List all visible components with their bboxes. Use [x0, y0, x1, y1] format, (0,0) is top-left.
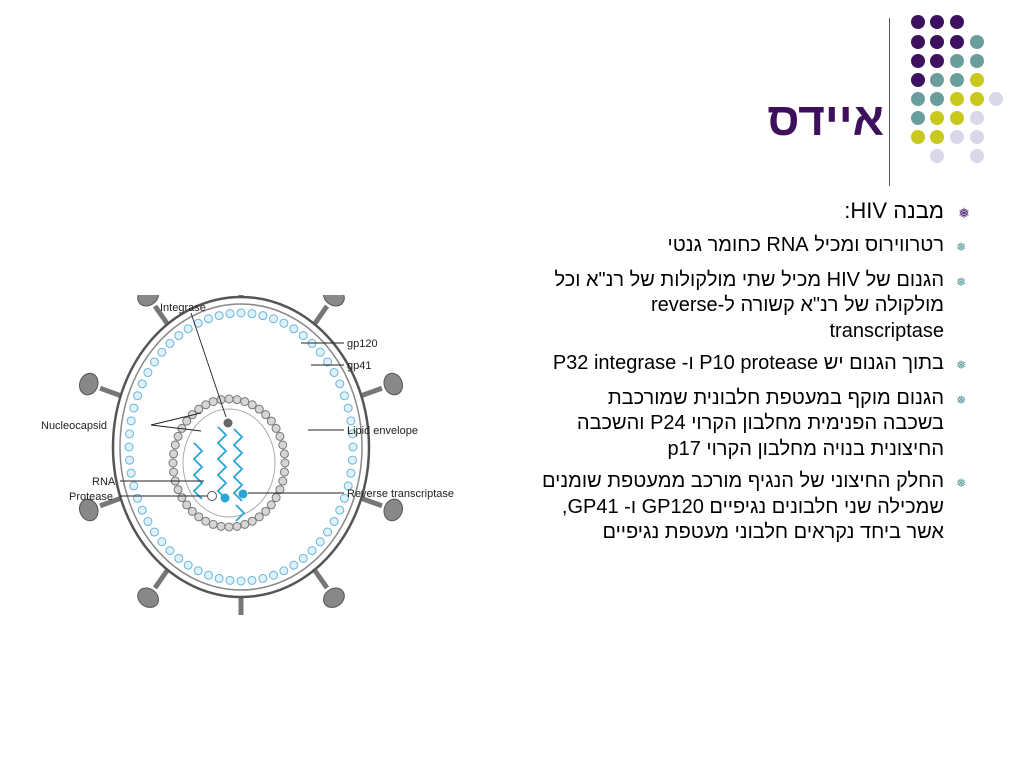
p17-bead: [237, 309, 245, 317]
p17-bead: [308, 547, 316, 555]
p17-bead: [134, 392, 142, 400]
p24-bead: [281, 459, 289, 467]
p17-bead: [204, 571, 212, 579]
decorative-dot: [930, 92, 944, 106]
p17-bead: [270, 315, 278, 323]
snowflake-icon: ❅: [955, 240, 967, 254]
p17-bead: [166, 339, 174, 347]
snowflake-icon: ❅: [955, 274, 967, 289]
gp41-stalk: [314, 570, 327, 588]
decorative-dot: [930, 54, 944, 68]
p17-bead: [138, 380, 146, 388]
gp120-knob: [381, 497, 405, 524]
p17-bead: [330, 517, 338, 525]
p24-bead: [174, 432, 182, 440]
p17-bead: [204, 315, 212, 323]
reverse-transcriptase-molecule-1: [221, 494, 230, 503]
decorative-dot: [970, 54, 984, 68]
p24-bead: [169, 459, 177, 467]
label-lipid-envelope: Lipid envelope: [347, 425, 418, 437]
p24-bead: [209, 398, 217, 406]
p24-bead: [171, 441, 179, 449]
decorative-dot: [950, 92, 964, 106]
decorative-dot: [930, 73, 944, 87]
label-rna: RNA: [92, 476, 116, 488]
heading-bullet: [542, 197, 972, 227]
p17-bead: [290, 325, 298, 333]
p24-bead: [279, 441, 287, 449]
p17-bead: [130, 404, 138, 412]
p24-bead: [262, 411, 270, 419]
gp41-stalk: [155, 570, 168, 588]
p24-bead: [272, 494, 280, 502]
snowflake-icon: ❅: [955, 392, 967, 407]
bullet-text: רטרווירוס ומכיל RNA כחומר גנטי: [667, 234, 944, 256]
p24-bead: [272, 424, 280, 432]
decorative-dot: [930, 15, 944, 29]
list-item: [542, 469, 972, 546]
p17-bead: [134, 494, 142, 502]
p17-bead: [226, 310, 234, 318]
gp120-knob: [77, 371, 101, 398]
p17-bead: [248, 576, 256, 584]
decorative-dot: [911, 111, 925, 125]
p24-bead: [217, 522, 225, 530]
p24-bead: [183, 417, 191, 425]
p24-bead: [233, 396, 241, 404]
bullet-text: הגנום מוקף במעטפת חלבונית שמורכבת בשכבה הפנימית מחלבון הקרוי P24 והשכבה החיצונית בנויה מחלבון הקרוי p17: [576, 386, 944, 460]
p17-bead: [144, 517, 152, 525]
p24-bead: [241, 398, 249, 406]
decorative-dot: [911, 35, 925, 49]
gp120-knob: [320, 584, 348, 611]
bullet-text: החלק החיצוני של הנגיף מורכב ממעטפת שומנים שמכילה שני חלבונים נגיפיים GP120 ו- GP41, אשר ביחד נקראים חלבוני מעטפת נגיפיים: [541, 470, 944, 543]
p17-bead: [330, 369, 338, 377]
sub-bullets: [542, 233, 972, 546]
label-integrase: Integrase: [160, 302, 206, 314]
heading-text: מבנה HIV:: [844, 198, 944, 223]
p17-bead: [280, 567, 288, 575]
label-reverse-transcriptase: Reverse transcriptase: [347, 488, 454, 500]
decorative-dot: [911, 130, 925, 144]
gp120-knob: [381, 371, 405, 398]
p17-bead: [138, 506, 146, 514]
gp41-stalk: [314, 306, 327, 324]
p17-bead: [226, 576, 234, 584]
p17-bead: [237, 577, 245, 585]
p24-bead: [279, 477, 287, 485]
p17-bead: [175, 332, 183, 340]
p17-bead: [259, 312, 267, 320]
decorative-dot: [930, 35, 944, 49]
p17-bead: [347, 469, 355, 477]
p17-bead: [144, 369, 152, 377]
p17-bead: [336, 380, 344, 388]
decorative-dot: [911, 15, 925, 29]
p24-bead: [225, 395, 233, 403]
p24-bead: [170, 450, 178, 458]
decorative-dot: [930, 149, 944, 163]
p17-bead: [126, 456, 134, 464]
hiv-structure-diagram: [36, 295, 476, 615]
p17-bead: [280, 319, 288, 327]
p17-bead: [166, 547, 174, 555]
p17-bead: [347, 417, 355, 425]
bullet-text: הגנום של HIV מכיל שתי מולקולות של רנ"א וכל מולקולה של רנ"א קשורה ל-reverse transcriptase: [554, 268, 944, 342]
decorative-dot: [970, 92, 984, 106]
protease-molecule: [208, 492, 217, 501]
p17-bead: [126, 430, 134, 438]
p17-bead: [194, 567, 202, 575]
decorative-dot: [950, 130, 964, 144]
list-item: [542, 386, 972, 463]
p17-bead: [150, 528, 158, 536]
p17-bead: [316, 538, 324, 546]
title-divider-line: [889, 18, 890, 186]
p17-bead: [215, 312, 223, 320]
decorative-dot: [950, 15, 964, 29]
bullet-text: בתוך הגנום יש P10 protease ו- P32 integrase: [552, 352, 944, 374]
label-protease: Protease: [69, 491, 114, 503]
p17-bead: [125, 443, 133, 451]
gp120-knob: [134, 584, 162, 611]
p17-bead: [158, 348, 166, 356]
decorative-dot: [970, 35, 984, 49]
p17-bead: [259, 574, 267, 582]
p17-bead: [150, 358, 158, 366]
decorative-dot: [911, 73, 925, 87]
label-gp120: gp120: [347, 338, 378, 350]
decorative-dot: [930, 130, 944, 144]
p17-bead: [344, 404, 352, 412]
p24-bead: [170, 468, 178, 476]
p24-bead: [280, 450, 288, 458]
p24-bead: [233, 522, 241, 530]
p24-bead: [276, 486, 284, 494]
p24-bead: [188, 507, 196, 515]
decorative-dot: [930, 111, 944, 125]
list-item: [542, 233, 972, 261]
p24-bead: [267, 501, 275, 509]
reverse-transcriptase-molecule-2: [239, 490, 248, 499]
p24-bead: [174, 486, 182, 494]
p24-bead: [267, 417, 275, 425]
gp41-stalk: [100, 388, 121, 396]
p17-bead: [348, 456, 356, 464]
p17-bead: [127, 417, 135, 425]
decorative-dot: [970, 111, 984, 125]
decorative-dot: [970, 130, 984, 144]
p17-bead: [184, 561, 192, 569]
p24-bead: [248, 517, 256, 525]
list-item: [542, 268, 972, 345]
p17-bead: [290, 561, 298, 569]
p17-bead: [299, 332, 307, 340]
gp41-stalk: [361, 388, 382, 396]
p24-bead: [178, 494, 186, 502]
p17-bead: [127, 469, 135, 477]
decorative-dot: [950, 73, 964, 87]
p24-bead: [202, 401, 210, 409]
decorative-dot: [989, 92, 1003, 106]
p24-bead: [225, 523, 233, 531]
label-gp41: gp41: [347, 360, 372, 372]
decorative-dot: [950, 54, 964, 68]
integrase-molecule: [224, 419, 233, 428]
p24-bead: [209, 520, 217, 528]
decorative-dot: [970, 73, 984, 87]
p17-bead: [215, 574, 223, 582]
decorative-dot: [950, 35, 964, 49]
decorative-dot: [970, 149, 984, 163]
p24-bead: [280, 468, 288, 476]
p17-bead: [158, 538, 166, 546]
decorative-dot: [911, 92, 925, 106]
list-item: [542, 351, 972, 379]
p24-bead: [276, 432, 284, 440]
label-nucleocapsid: Nucleocapsid: [41, 420, 108, 432]
p17-bead: [316, 348, 324, 356]
p17-bead: [336, 506, 344, 514]
snowflake-icon: ❅: [955, 358, 967, 372]
p24-bead: [241, 520, 249, 528]
snowflake-icon: ❅: [955, 476, 967, 490]
p17-bead: [248, 310, 256, 318]
p24-bead: [183, 501, 191, 509]
p17-bead: [349, 443, 357, 451]
p17-bead: [270, 571, 278, 579]
decorative-dot: [911, 54, 925, 68]
p17-bead: [299, 554, 307, 562]
bullet-list: [542, 197, 972, 553]
p17-bead: [130, 482, 138, 490]
slide-title: איידס: [767, 93, 884, 145]
p17-bead: [340, 392, 348, 400]
p17-bead: [175, 554, 183, 562]
p17-bead: [324, 528, 332, 536]
p17-bead: [184, 325, 192, 333]
lipid-envelope-outer: [113, 297, 372, 597]
snowflake-icon: ❅: [958, 205, 970, 221]
decorative-dot: [950, 111, 964, 125]
